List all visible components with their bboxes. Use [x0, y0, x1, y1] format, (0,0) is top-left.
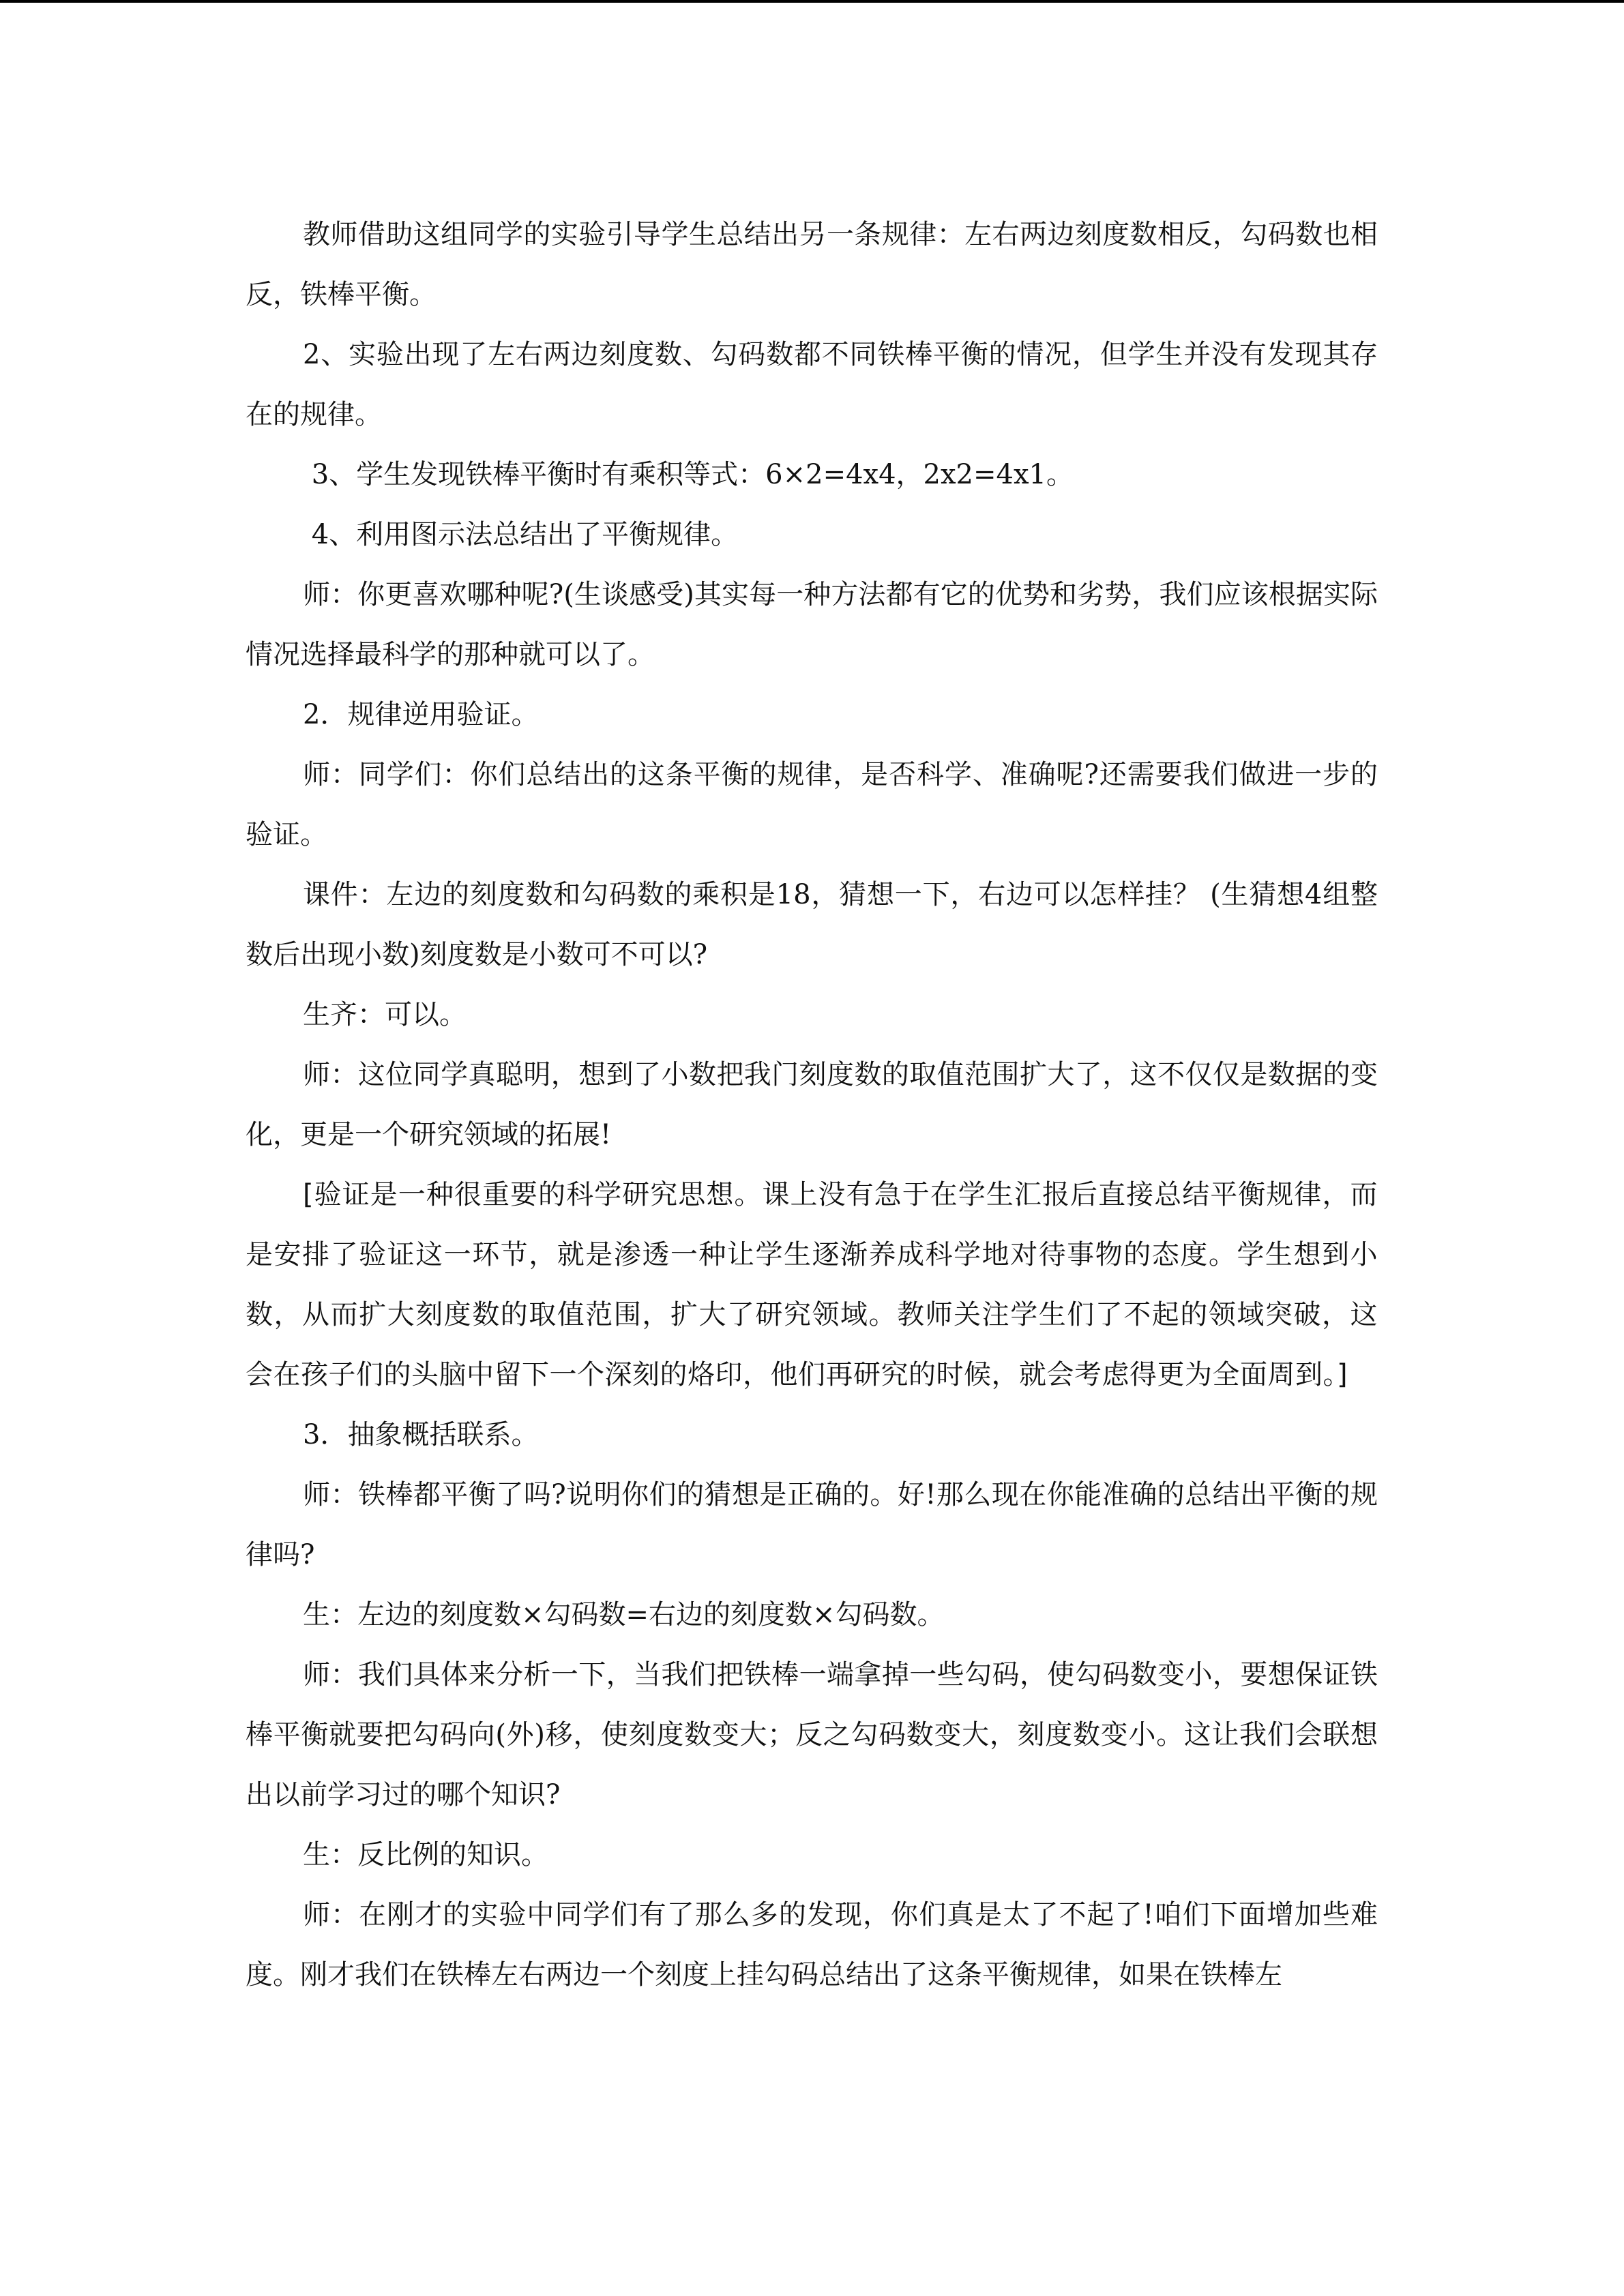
paragraph-3: 3、学生发现铁棒平衡时有乘积等式：6×2=4x4，2x2=4x1。: [303, 459, 1074, 490]
paragraph-9: 生齐：可以。: [303, 999, 467, 1030]
paragraph-7: 师：同学们：你们总结出的这条平衡的规律，是否科学、准确呢?还需要我们做进一步的验证。: [246, 759, 1378, 850]
paragraph-8: 课件：左边的刻度数和勾码数的乘积是18，猜想一下，右边可以怎样挂？ (生猜想4组整数后出现小数)刻度数是小数可不可以?: [246, 879, 1378, 970]
paragraph-10: 师：这位同学真聪明，想到了小数把我门刻度数的取值范围扩大了，这不仅仅是数据的变化，更是一个研究领域的拓展!: [246, 1059, 1378, 1150]
paragraph-16: 生：反比例的知识。: [303, 1839, 548, 1870]
paragraph-14: 生：左边的刻度数×勾码数=右边的刻度数×勾码数。: [303, 1599, 945, 1630]
page-top-border: [0, 0, 1624, 3]
paragraph-17: 师：在刚才的实验中同学们有了那么多的发现，你们真是太了不起了!咱们下面增加些难度。刚才我们在铁棒左右两边一个刻度上挂勾码总结出了这条平衡规律，如果在铁棒左: [246, 1899, 1378, 1991]
paragraph-13: 师：铁棒都平衡了吗?说明你们的猜想是正确的。好!那么现在你能准确的总结出平衡的规律吗?: [246, 1479, 1378, 1570]
paragraph-2: 2、实验出现了左右两边刻度数、勾码数都不同铁棒平衡的情况，但学生并没有发现其存在的规律。: [246, 339, 1378, 430]
section-heading-2: 2．规律逆用验证。: [303, 699, 539, 730]
section-heading-3: 3．抽象概括联系。: [303, 1419, 539, 1450]
commentary-paragraph: [验证是一种很重要的科学研究思想。课上没有急于在学生汇报后直接总结平衡规律，而是安排了验证这一环节，就是渗透一种让学生逐渐养成科学地对待事物的态度。学生想到小数，从而扩大刻度数的取值范围，扩大了研究领域。教师关注学生们了不起的领域突破，这会在孩子们的头脑中留下一个深刻的烙印，他们再研究的时候，就会考虑得更为全面周到。]: [246, 1179, 1378, 1390]
paragraph-15: 师：我们具体来分析一下，当我们把铁棒一端拿掉一些勾码，使勾码数变小，要想保证铁棒平衡就要把勾码向(外)移，使刻度数变大；反之勾码数变大，刻度数变小。这让我们会联想出以前学习过的哪个知识?: [246, 1659, 1378, 1810]
paragraph-4: 4、利用图示法总结出了平衡规律。: [303, 519, 739, 550]
document-body: [246, 205, 1378, 2005]
paragraph-5: 师：你更喜欢哪种呢?(生谈感受)其实每一种方法都有它的优势和劣势，我们应该根据实际情况选择最科学的那种就可以了。: [246, 579, 1378, 670]
paragraph-1: 教师借助这组同学的实验引导学生总结出另一条规律：左右两边刻度数相反，勾码数也相反，铁棒平衡。: [246, 219, 1378, 310]
